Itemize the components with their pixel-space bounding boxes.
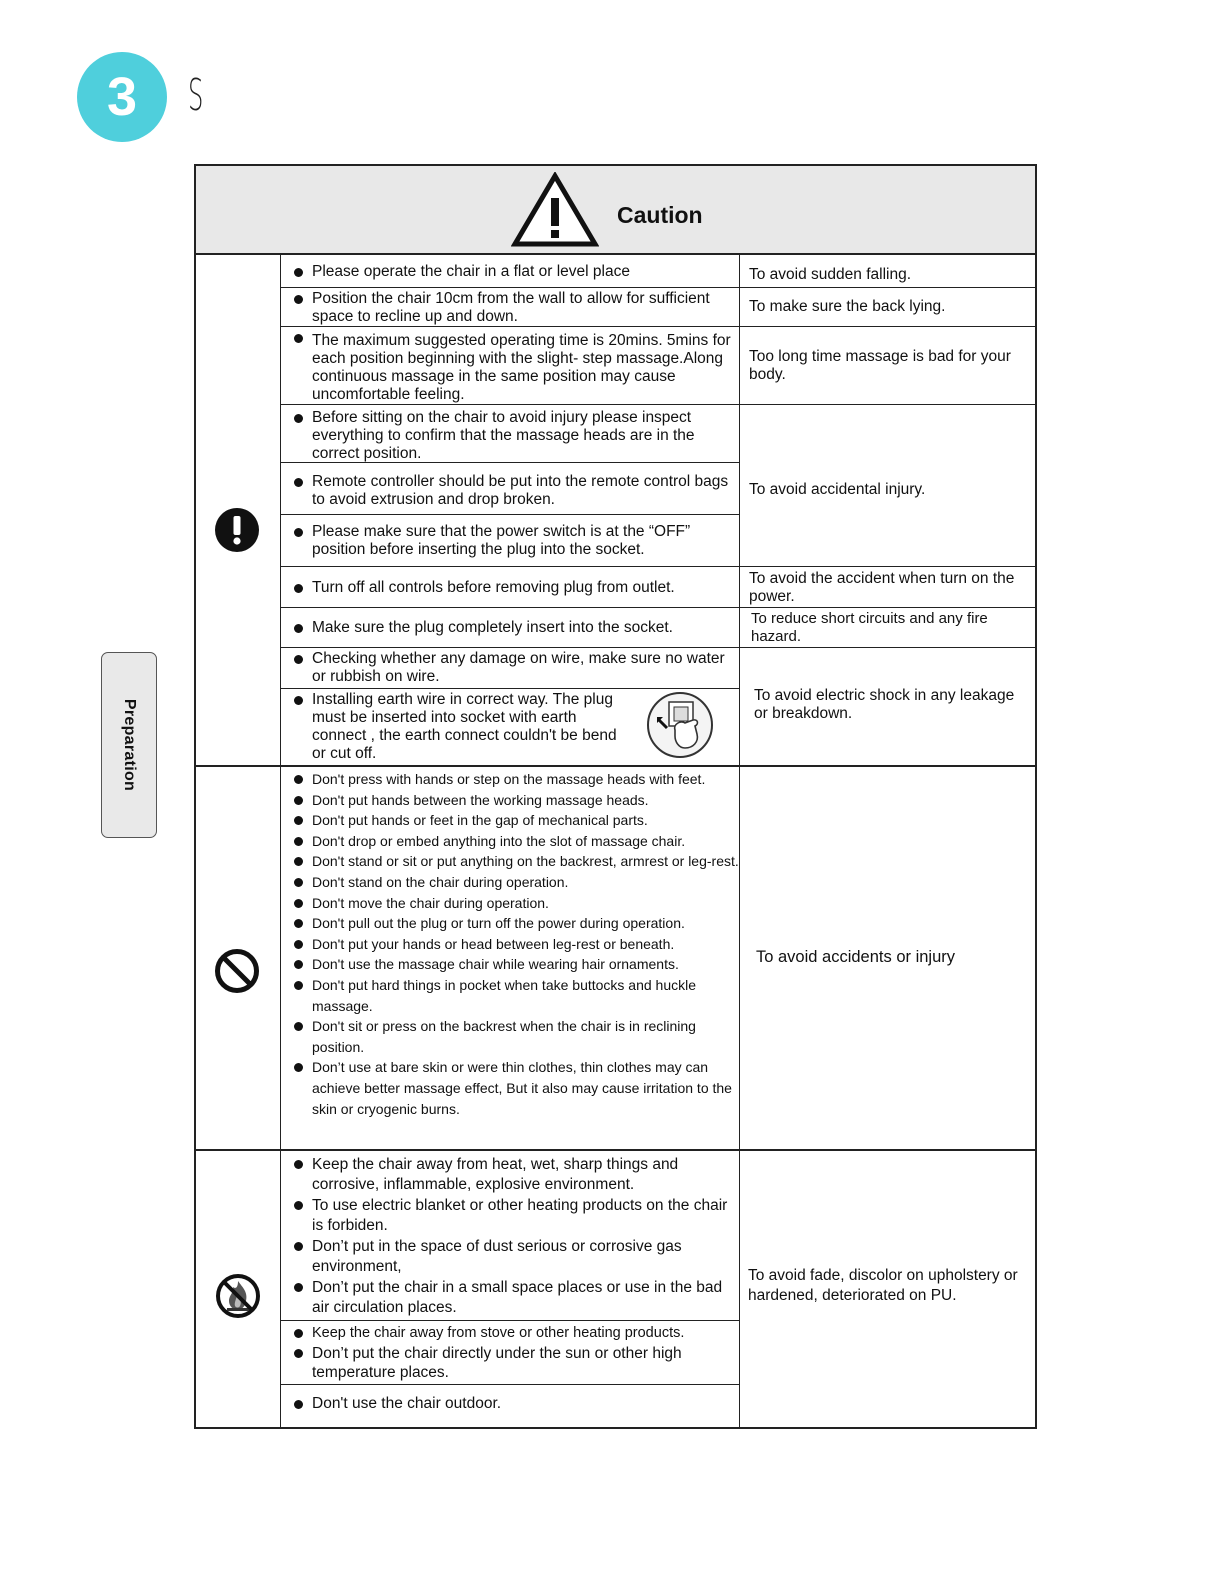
list-item: Don’t use at bare skin or were thin clothes, thin clothes may can achieve better massage effect, But it also may cause irritation to the skin or cryogenic burns. [282,1057,740,1119]
no-fire-icon [215,1273,261,1324]
list-item: Don't pull out the plug or turn off the power during operation. [282,913,740,934]
list-item: Please make sure that the power switch is at the “OFF” position before inserting the plug into the socket. [282,523,734,559]
exclamation-icon [214,507,260,558]
section-number-badge: 3 [77,52,167,142]
reason-text: To avoid sudden falling. [749,266,912,283]
list-item: Please operate the chair in a flat or level place [282,263,737,281]
reason-text: To make sure the back lying. [749,298,946,315]
list-item: Keep the chair away from heat, wet, sharp things and corrosive, inflammable, explosive environment. [282,1155,732,1194]
list-item: Before sitting on the chair to avoid injury please inspect everything to confirm that the massage heads are in the correct position. [282,409,739,463]
list-group [282,1324,732,1383]
list-item: Don't drop or embed anything into the slot of massage chair. [282,831,740,852]
caution-table [194,164,1037,1429]
list-item: Don't put hands or feet in the gap of mechanical parts. [282,810,740,831]
reason-text: To avoid fade, discolor on upholstery or hardened, deteriorated on PU. [748,1267,1018,1304]
list-item: Don't use the chair outdoor. [282,1395,732,1413]
reason-text: To reduce short circuits and any fire hazard. [751,610,988,645]
list-item: Don't put your hands or head between leg-rest or beneath. [282,934,740,955]
list-item: Don't press with hands or step on the massage heads with feet. [282,769,740,790]
list-item: Installing earth wire in correct way. The plug must be inserted into socket with earth connect , the earth connect couldn't be bend or cut off. [282,691,627,763]
plug-socket-icon [645,690,715,765]
caution-header [196,166,1035,255]
list-item: Make sure the plug completely insert into the socket. [282,619,737,637]
reason-text: Too long time massage is bad for your body. [749,348,1011,383]
list-item: Don't stand on the chair during operation. [282,872,740,893]
list-item: Don't stand or sit or put anything on the backrest, armrest or leg-rest. [282,851,740,872]
caution-title: Caution [617,202,703,228]
list-group [282,1155,732,1317]
list-item: Don't use the massage chair while wearing hair ornaments. [282,954,740,975]
list-item: Don’t put in the space of dust serious or corrosive gas environment, [282,1237,732,1276]
list-item: Don't put hard things in pocket when take buttocks and huckle massage. [282,975,740,1016]
reason-text: To avoid electric shock in any leakage or breakdown. [754,687,1015,722]
list-item: The maximum suggested operating time is 20mins. 5mins for each position beginning with the slight- step massage.Along continuous massage in the same position may cause uncomfortable feeling. [282,332,737,404]
list-item: Don't put hands between the working massage heads. [282,790,740,811]
list-item: Checking whether any damage on wire, make sure no water or rubbish on wire. [282,650,734,686]
list-item: Position the chair 10cm from the wall to allow for sufficient space to recline up and down. [282,290,727,326]
list-item: Don't move the chair during operation. [282,893,740,914]
list-item: Turn off all controls before removing plug from outlet. [282,579,737,597]
warning-triangle-icon [511,172,599,248]
section-title: S [188,70,204,121]
reason-text: To avoid accidents or injury [756,948,956,966]
list-item: Remote controller should be put into the remote control bags to avoid extrusion and drop broken. [282,473,732,509]
prohibition-list [282,769,740,1119]
reason-text: To avoid accidental injury. [749,481,926,498]
list-item: Keep the chair away from stove or other heating products. [282,1324,732,1344]
list-item: Don’t put the chair in a small space places or use in the bad air circulation places. [282,1278,732,1317]
list-item: Don’t put the chair directly under the sun or other high temperature places. [282,1344,732,1383]
side-tab-preparation[interactable] [101,652,157,838]
prohibited-icon [214,948,260,999]
reason-text: To avoid the accident when turn on the power. [749,570,1015,605]
side-tab-label: Preparation [121,698,138,792]
list-item: Don't sit or press on the backrest when the chair is in reclining position. [282,1016,740,1057]
list-item: To use electric blanket or other heating products on the chair is forbiden. [282,1196,732,1235]
